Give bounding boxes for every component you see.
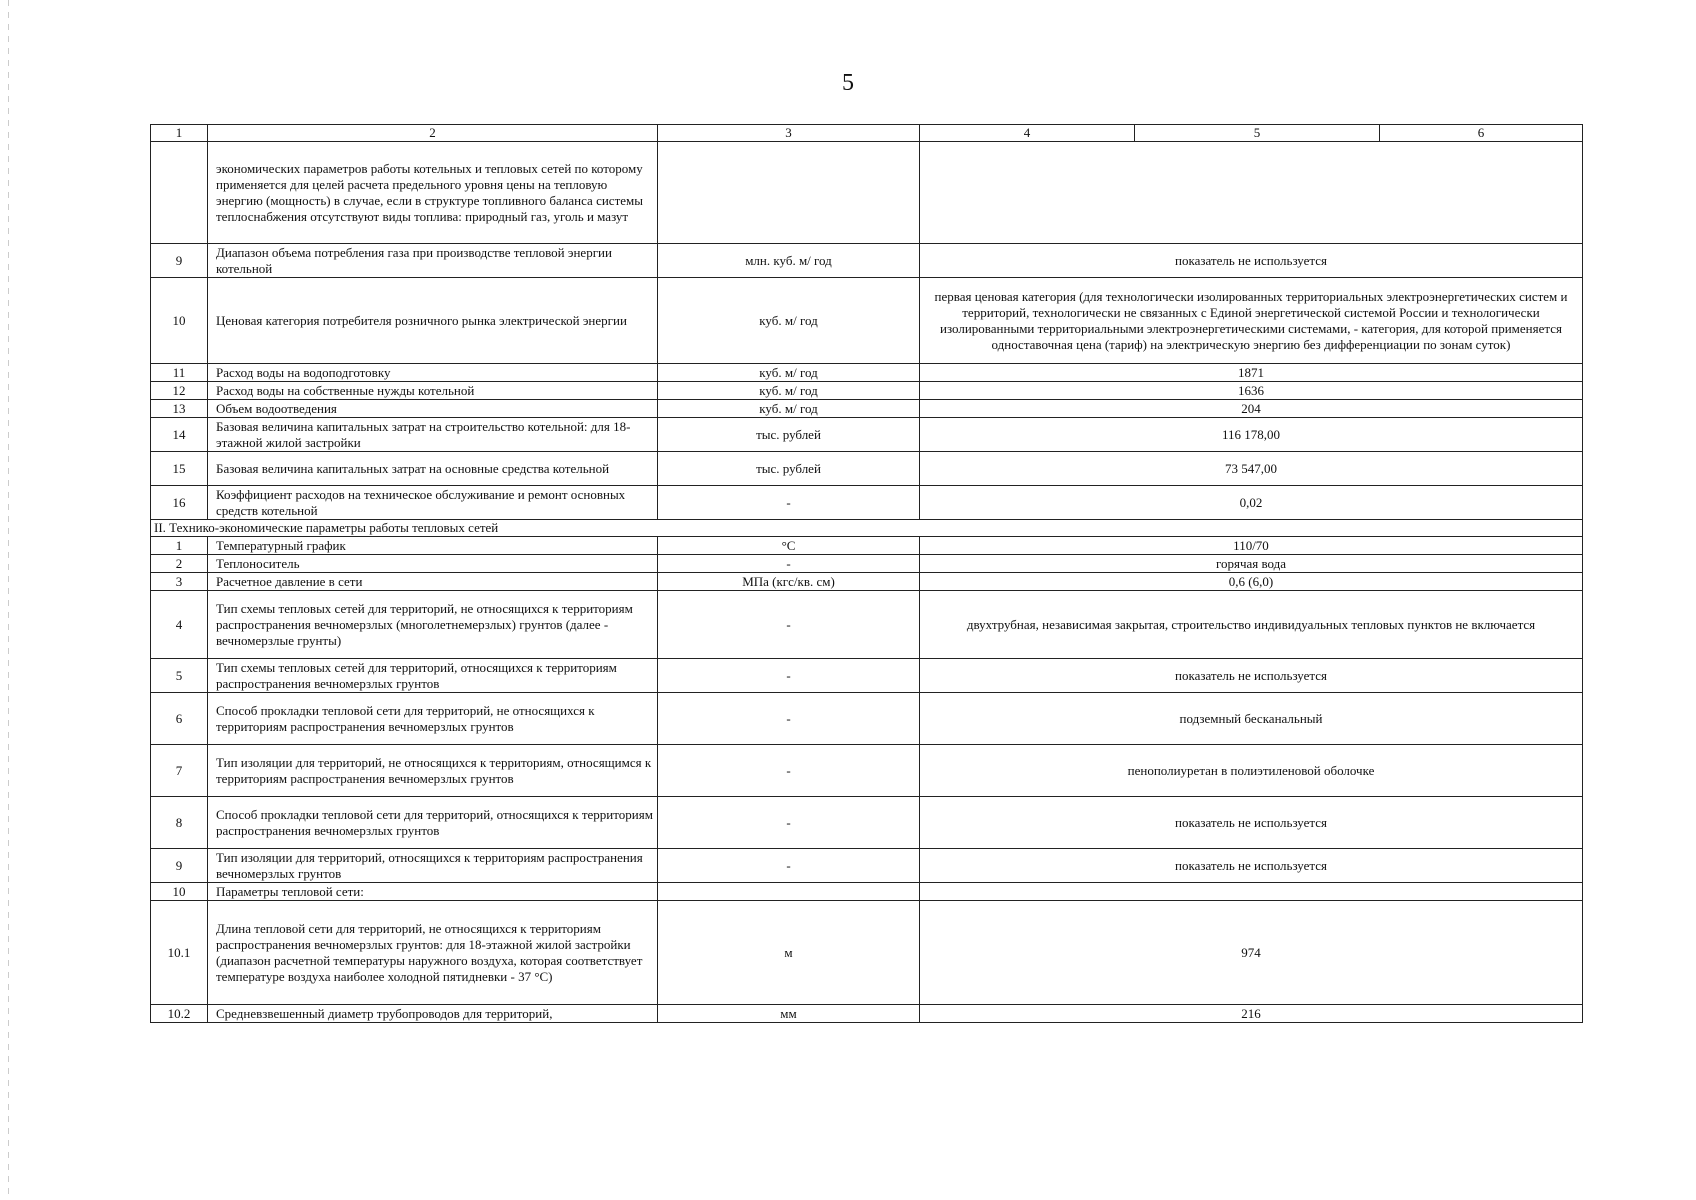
unit-of-measure: - xyxy=(658,745,920,797)
page-number: 5 xyxy=(842,70,854,96)
table-row xyxy=(151,278,1583,364)
unit-of-measure xyxy=(658,883,920,901)
parameter-name: Тип изоляции для территорий, относящихся к территориям распространения вечномерзлых грунтов xyxy=(208,849,658,883)
row-number: 1 xyxy=(151,537,208,555)
column-number-5: 5 xyxy=(1135,125,1380,142)
parameter-value: двухтрубная, независимая закрытая, строительство индивидуальных тепловых пунктов не включается xyxy=(920,591,1583,659)
column-number-1: 1 xyxy=(151,125,208,142)
parameter-value: 974 xyxy=(920,901,1583,1005)
table-row xyxy=(151,244,1583,278)
table-row xyxy=(151,418,1583,452)
row-number: 10 xyxy=(151,883,208,901)
row-number: 4 xyxy=(151,591,208,659)
unit-of-measure: - xyxy=(658,591,920,659)
table-row xyxy=(151,745,1583,797)
row-number: 12 xyxy=(151,382,208,400)
parameter-value xyxy=(920,142,1583,244)
parameter-value: 204 xyxy=(920,400,1583,418)
unit-of-measure: - xyxy=(658,849,920,883)
row-number: 10.1 xyxy=(151,901,208,1005)
parameter-name: Диапазон объема потребления газа при производстве тепловой энергии котельной xyxy=(208,244,658,278)
table-row xyxy=(151,1005,1583,1023)
section-title: II. Технико-экономические параметры работы тепловых сетей xyxy=(151,520,1583,537)
row-number: 10 xyxy=(151,278,208,364)
unit-of-measure: - xyxy=(658,659,920,693)
column-number-4: 4 xyxy=(920,125,1135,142)
row-number: 9 xyxy=(151,244,208,278)
unit-of-measure: МПа (кгс/кв. см) xyxy=(658,573,920,591)
row-number: 2 xyxy=(151,555,208,573)
section-heading-row xyxy=(151,520,1583,537)
table-row xyxy=(151,142,1583,244)
column-number-header-row xyxy=(151,125,1583,142)
parameter-value: показатель не используется xyxy=(920,244,1583,278)
column-number-6: 6 xyxy=(1380,125,1583,142)
table-row xyxy=(151,555,1583,573)
parameter-value: пенополиуретан в полиэтиленовой оболочке xyxy=(920,745,1583,797)
unit-of-measure: тыс. рублей xyxy=(658,452,920,486)
parameter-value: показатель не используется xyxy=(920,849,1583,883)
unit-of-measure: куб. м/ год xyxy=(658,382,920,400)
parameter-value: 1636 xyxy=(920,382,1583,400)
row-number: 5 xyxy=(151,659,208,693)
table-row xyxy=(151,591,1583,659)
parameter-value: 216 xyxy=(920,1005,1583,1023)
parameter-value: горячая вода xyxy=(920,555,1583,573)
parameter-value: 0,02 xyxy=(920,486,1583,520)
parameter-value: 0,6 (6,0) xyxy=(920,573,1583,591)
table-row xyxy=(151,382,1583,400)
unit-of-measure: - xyxy=(658,486,920,520)
row-number: 9 xyxy=(151,849,208,883)
parameter-name: Тип схемы тепловых сетей для территорий, относящихся к территориям распространения вечномерзлых грунтов xyxy=(208,659,658,693)
parameter-name: Объем водоотведения xyxy=(208,400,658,418)
scan-margin-line xyxy=(8,0,9,1200)
parameters-table xyxy=(150,124,1583,1023)
parameter-value: подземный бесканальный xyxy=(920,693,1583,745)
parameter-value: показатель не используется xyxy=(920,659,1583,693)
row-number: 11 xyxy=(151,364,208,382)
row-number: 14 xyxy=(151,418,208,452)
parameter-name: Ценовая категория потребителя розничного рынка электрической энергии xyxy=(208,278,658,364)
table-row xyxy=(151,901,1583,1005)
table-row xyxy=(151,364,1583,382)
unit-of-measure: тыс. рублей xyxy=(658,418,920,452)
parameter-name: Теплоноситель xyxy=(208,555,658,573)
parameter-name: Расход воды на собственные нужды котельной xyxy=(208,382,658,400)
parameter-name: Расчетное давление в сети xyxy=(208,573,658,591)
parameter-value: 1871 xyxy=(920,364,1583,382)
table-row xyxy=(151,537,1583,555)
row-number: 10.2 xyxy=(151,1005,208,1023)
row-number: 13 xyxy=(151,400,208,418)
row-number: 7 xyxy=(151,745,208,797)
row-number: 15 xyxy=(151,452,208,486)
table-row xyxy=(151,883,1583,901)
parameter-value: показатель не используется xyxy=(920,797,1583,849)
row-number: 8 xyxy=(151,797,208,849)
unit-of-measure: куб. м/ год xyxy=(658,364,920,382)
parameter-name: Тип схемы тепловых сетей для территорий, не относящихся к территориям распространения вечномерзлых (многолетнемерзлых) грунтов (далее - вечномерзлые грунты) xyxy=(208,591,658,659)
parameter-value xyxy=(920,883,1583,901)
table-row xyxy=(151,400,1583,418)
table-row xyxy=(151,573,1583,591)
parameter-value: 116 178,00 xyxy=(920,418,1583,452)
row-number: 6 xyxy=(151,693,208,745)
parameter-name: Базовая величина капитальных затрат на строительство котельной: для 18-этажной жилой застройки xyxy=(208,418,658,452)
column-number-2: 2 xyxy=(208,125,658,142)
unit-of-measure: куб. м/ год xyxy=(658,278,920,364)
table-row xyxy=(151,693,1583,745)
column-number-3: 3 xyxy=(658,125,920,142)
parameter-name: Температурный график xyxy=(208,537,658,555)
parameter-name: Базовая величина капитальных затрат на основные средства котельной xyxy=(208,452,658,486)
unit-of-measure: млн. куб. м/ год xyxy=(658,244,920,278)
parameter-name: Длина тепловой сети для территорий, не относящихся к территориям распространения вечномерзлых грунтов: для 18-этажной жилой застройки (диапазон расчетной температуры наружного воздуха, которая соответствует температуре воздуха наиболее холодной пятидневки - 37 °С) xyxy=(208,901,658,1005)
parameter-name: Способ прокладки тепловой сети для территорий, не относящихся к территориям распространения вечномерзлых грунтов xyxy=(208,693,658,745)
table-row xyxy=(151,659,1583,693)
table-row xyxy=(151,452,1583,486)
table-row xyxy=(151,486,1583,520)
unit-of-measure: - xyxy=(658,555,920,573)
parameter-value: первая ценовая категория (для технологически изолированных территориальных электроэнергетических систем и территорий, технологически не связанных с Единой энергетической системой России и технологически изолированными территориальными электроэнергетическими системами, - категория, для которой применяется одноставочная цена (тариф) на электрическую энергию без дифференциации по зонам суток) xyxy=(920,278,1583,364)
table-row xyxy=(151,797,1583,849)
parameter-name: Коэффициент расходов на техническое обслуживание и ремонт основных средств котельной xyxy=(208,486,658,520)
parameter-name: Расход воды на водоподготовку xyxy=(208,364,658,382)
parameter-value: 73 547,00 xyxy=(920,452,1583,486)
row-number xyxy=(151,142,208,244)
row-number: 16 xyxy=(151,486,208,520)
unit-of-measure: куб. м/ год xyxy=(658,400,920,418)
parameter-name: Способ прокладки тепловой сети для территорий, относящихся к территориям распространения вечномерзлых грунтов xyxy=(208,797,658,849)
parameter-value: 110/70 xyxy=(920,537,1583,555)
unit-of-measure: м xyxy=(658,901,920,1005)
parameter-name: Тип изоляции для территорий, не относящихся к территориям, относящимся к территориям распространения вечномерзлых грунтов xyxy=(208,745,658,797)
unit-of-measure: °С xyxy=(658,537,920,555)
table-row xyxy=(151,849,1583,883)
parameter-name: экономических параметров работы котельных и тепловых сетей по которому применяется для целей расчета предельного уровня цены на тепловую энергию (мощность) в случае, если в структуре топливного баланса системы теплоснабжения отсутствуют виды топлива: природный газ, уголь и мазут xyxy=(208,142,658,244)
unit-of-measure: - xyxy=(658,693,920,745)
row-number: 3 xyxy=(151,573,208,591)
unit-of-measure xyxy=(658,142,920,244)
parameter-name: Средневзвешенный диаметр трубопроводов для территорий, xyxy=(208,1005,658,1023)
unit-of-measure: мм xyxy=(658,1005,920,1023)
unit-of-measure: - xyxy=(658,797,920,849)
parameter-name: Параметры тепловой сети: xyxy=(208,883,658,901)
